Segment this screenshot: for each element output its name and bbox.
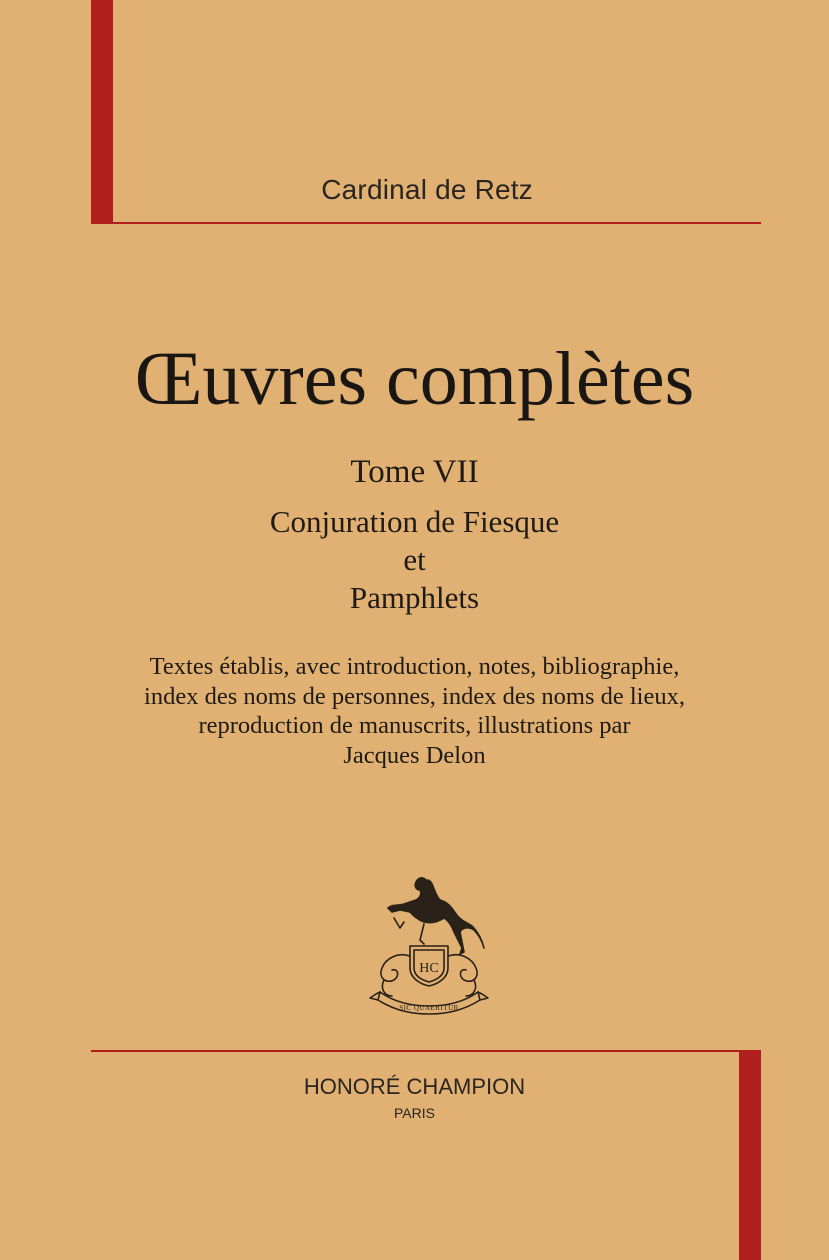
top-accent-bar xyxy=(91,0,113,224)
credits-line: Textes établis, avec introduction, notes, bibliographie, xyxy=(149,653,680,680)
subtitle xyxy=(0,503,829,617)
horse-crest-emblem-icon xyxy=(364,868,494,1018)
publisher-city: PARIS xyxy=(394,1105,435,1121)
credits-line: Jacques Delon xyxy=(343,741,486,769)
emblem-monogram: HC xyxy=(419,961,439,976)
subtitle-line: Pamphlets xyxy=(349,580,480,615)
author-name: Cardinal de Retz xyxy=(321,174,533,205)
bottom-rule xyxy=(91,1050,761,1052)
emblem-motto: SIC QUAERITUR xyxy=(399,1004,459,1012)
subtitle-line: Conjuration de Fiesque xyxy=(269,504,560,539)
publisher-name: HONORÉ CHAMPION xyxy=(303,1074,526,1099)
credits-line: index des noms de personnes, index des noms de lieux, xyxy=(144,682,685,710)
volume-number: Tome VII xyxy=(350,454,479,490)
credits-line: reproduction de manuscrits, illustrations par xyxy=(198,712,631,739)
subtitle-line: et xyxy=(403,542,426,577)
editorial-credits xyxy=(0,652,829,770)
top-rule xyxy=(91,222,761,224)
book-title: Œuvres complètes xyxy=(134,337,695,421)
